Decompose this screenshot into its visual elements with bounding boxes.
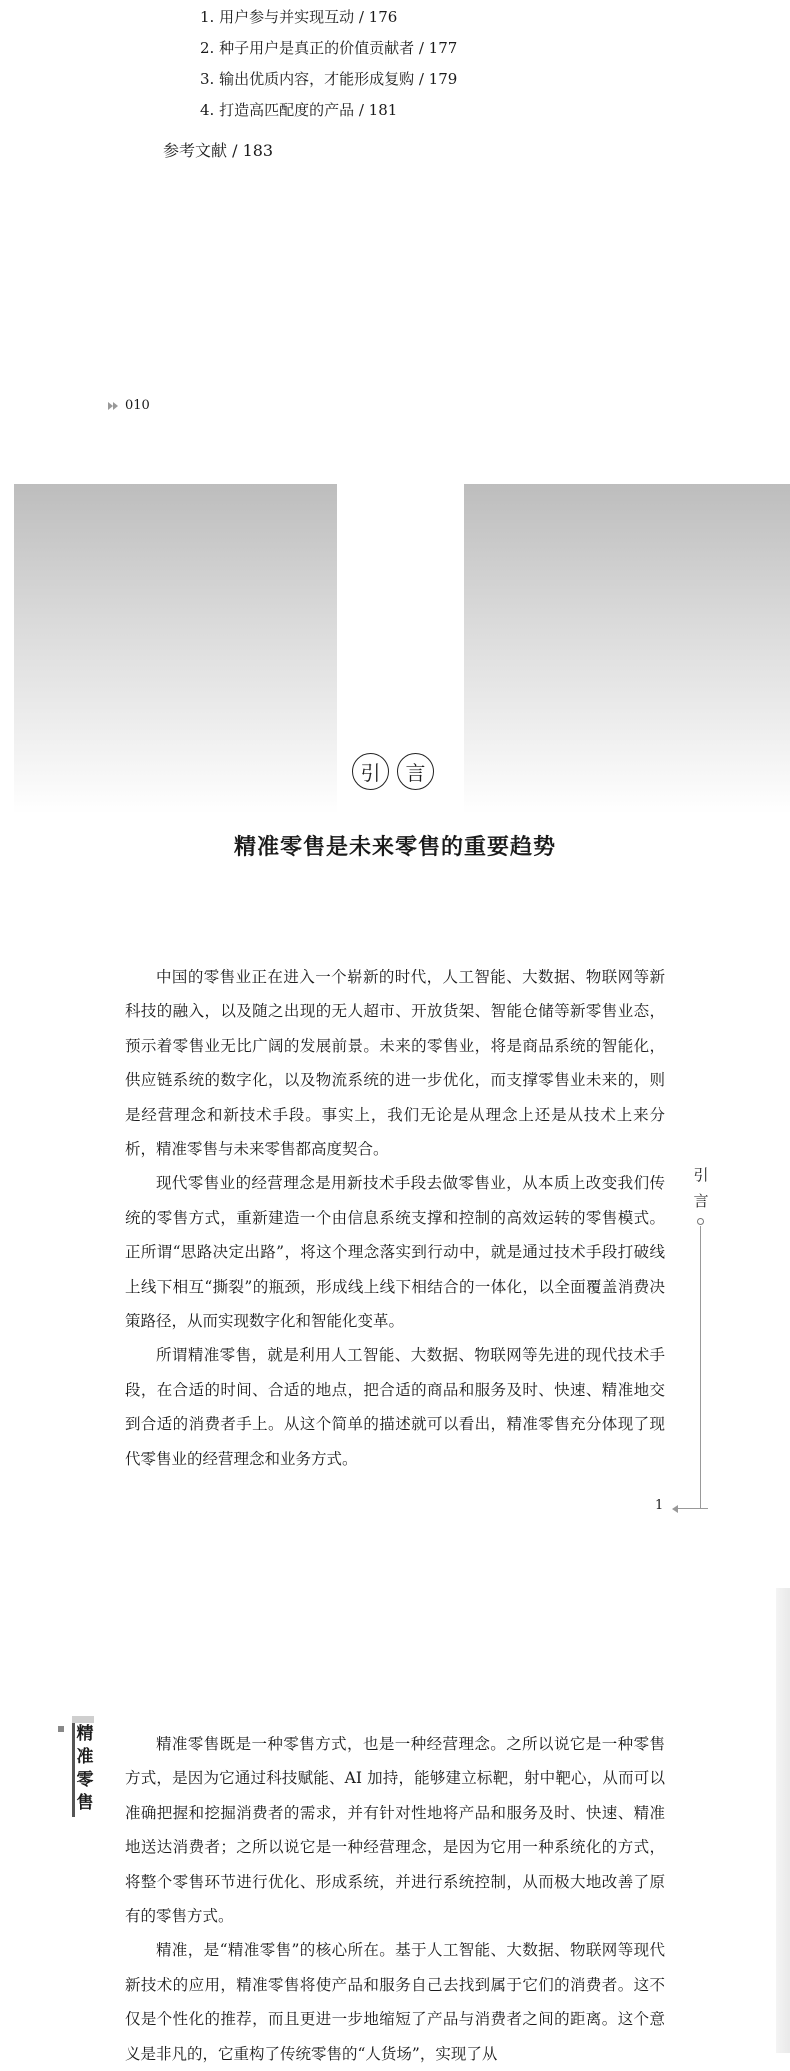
header-gradient-left [14, 484, 337, 814]
arrow-left-icon [672, 1505, 678, 1513]
side-label-char: 言 [693, 1192, 709, 1210]
side-tab-label [76, 1723, 94, 1815]
toc-item[interactable]: 4. 打造高匹配度的产品 / 181 [200, 101, 398, 119]
toc-references[interactable]: 参考文献 / 183 [163, 141, 274, 160]
tab-square-icon [58, 1726, 64, 1732]
paragraph: 所谓精准零售，就是利用人工智能、大数据、物联网等先进的现代技术手段，在合适的时间、合适的地点，把合适的商品和服务及时、快速、精准地交到合适的消费者手上。从这个简单的描述就可以看出，精准零售充分体现了现代零售业的经营理念和业务方式。 [125, 1346, 665, 1468]
intro-label-char: 言 [397, 753, 434, 790]
paragraph: 现代零售业的经营理念是用新技术手段去做零售业，从本质上改变我们传统的零售方式，重新建造一个由信息系统支撑和控制的高效运转的零售模式。正所谓“思路决定出路”，将这个理念落实到行动中，就是通过技术手段打破线上线下相互“撕裂”的瓶颈，形成线上线下相结合的一体化，以全面覆盖消费决策路径，从而实现数字化和智能化变革。 [125, 1174, 665, 1331]
page-edge-shade [776, 1588, 790, 2053]
folio [108, 398, 150, 413]
chapter-title: 精准零售是未来零售的重要趋势 [233, 834, 556, 860]
tab-marker [72, 1716, 94, 1723]
side-tab-char: 零 [76, 1770, 94, 1790]
side-label-char: 引 [693, 1166, 709, 1184]
rail-dot-icon [697, 1218, 704, 1225]
intro-label-char: 引 [352, 753, 389, 790]
intro-body [125, 960, 665, 1476]
rail-line [700, 1226, 701, 1508]
page-number: 1 [655, 1498, 664, 1513]
paragraph: 精准零售既是一种零售方式，也是一种经营理念。之所以说它是一种零售方式，是因为它通过科技赋能、AI 加持，能够建立标靶，射中靶心，从而可以准确把握和挖掘消费者的需求，并有针对性地将产品和服务及时、快速、精准地送达消费者；之所以说它是一种经营理念，是因为它用一种系统化的方式，将整个零售环节进行优化、形成系统，并进行系统控制，从而极大地改善了原有的零售方式。 [125, 1735, 665, 1926]
tab-bar [72, 1723, 75, 1817]
rail-line [674, 1508, 708, 1509]
toc-item[interactable]: 3. 输出优质内容，才能形成复购 / 179 [200, 70, 458, 88]
intro-label [352, 753, 434, 790]
side-chapter-tab [58, 1716, 94, 1819]
page3-body [125, 1727, 665, 2071]
toc-item[interactable]: 1. 用户参与并实现互动 / 176 [200, 8, 398, 26]
toc-list [200, 2, 457, 126]
header-gradient-right [464, 484, 790, 814]
folio-number: 010 [125, 398, 150, 413]
side-rail [693, 1162, 709, 1214]
side-tab-char: 准 [76, 1747, 94, 1767]
paragraph: 中国的零售业正在进入一个崭新的时代，人工智能、大数据、物联网等新科技的融入，以及随之出现的无人超市、开放货架、智能仓储等新零售业态，预示着零售业无比广阔的发展前景。未来的零售业，将是商品系统的智能化，供应链系统的数字化，以及物流系统的进一步优化，而支撑零售业未来的，则是经营理念和新技术手段。事实上，我们无论是从理念上还是从技术上来分析，精准零售与未来零售都高度契合。 [125, 968, 665, 1159]
side-tab-char: 售 [76, 1793, 94, 1813]
paragraph: 精准，是“精准零售”的核心所在。基于人工智能、大数据、物联网等现代新技术的应用，精准零售将使产品和服务自己去找到属于它们的消费者。这不仅是个性化的推荐，而且更进一步地缩短了产品与消费者之间的距离。这个意义是非凡的，它重构了传统零售的“人货场”，实现了从 [125, 1941, 665, 2063]
toc-item[interactable]: 2. 种子用户是真正的价值贡献者 / 177 [200, 39, 458, 57]
double-arrow-icon [108, 401, 120, 411]
side-tab-char: 精 [76, 1724, 94, 1744]
